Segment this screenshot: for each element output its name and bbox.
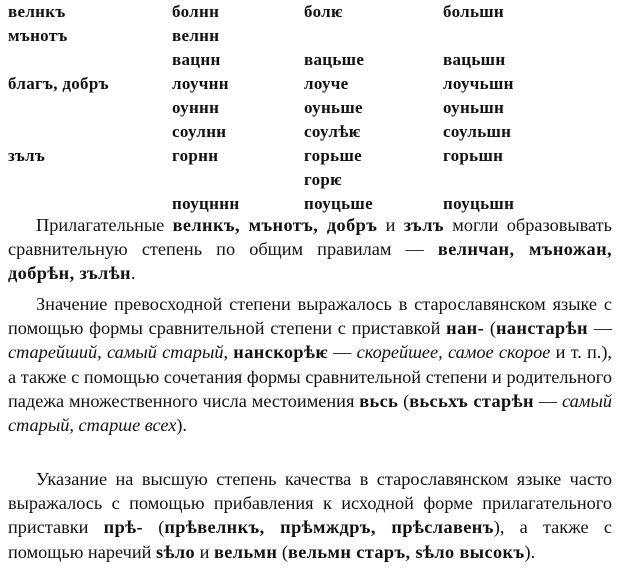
text-run: (: [143, 517, 165, 538]
table-cell: горьше: [304, 146, 362, 165]
table-cell: большн: [443, 2, 505, 21]
old-slavonic-term: велнчан, мъножан, добрѣн, зълѣн: [8, 239, 612, 284]
text-run: —: [533, 390, 563, 411]
translation: старейший, самый старый: [8, 342, 224, 363]
table-cell: зълъ: [8, 146, 46, 165]
text-run: —: [327, 342, 357, 363]
table-cell: вацьшн: [443, 50, 506, 69]
text-run: могли образовывать сравнительную степень по общим правилам —: [8, 215, 612, 260]
text-run: ,: [223, 342, 234, 363]
table-cell: болѥ: [304, 2, 343, 21]
table-cell: поуцннн: [172, 194, 240, 213]
table-row: [8, 120, 614, 144]
text-run: и: [377, 215, 404, 235]
table-cell: поуцьшн: [443, 194, 515, 213]
table-row: [8, 48, 614, 72]
table-cell: лоуче: [304, 74, 349, 93]
paragraph-highest-degree: [8, 467, 612, 564]
old-slavonic-term: вьсьхъ старѣн: [409, 390, 534, 411]
table-cell: соулѣѥ: [304, 122, 361, 141]
text-run: ).: [176, 415, 188, 436]
table-cell: лоучнн: [172, 74, 229, 93]
table-row: [8, 72, 614, 96]
table-cell: вацьше: [304, 50, 365, 69]
table-row: [8, 168, 614, 192]
text-run: ), а также с помощью наречий: [8, 517, 613, 562]
table-row: [8, 0, 614, 24]
table-cell: оуньшн: [443, 98, 505, 117]
old-slavonic-term: нанскорѣѥ: [233, 342, 328, 363]
text-run: (: [484, 318, 496, 339]
old-slavonic-term: ѕѣло: [155, 541, 196, 562]
old-slavonic-term: велнкъ, мънотъ, добръ: [172, 215, 378, 235]
table-row: [8, 96, 614, 120]
table-cell: оуннн: [172, 98, 220, 117]
table-cell: лоучьшн: [443, 74, 514, 93]
old-slavonic-term: прѣвелнкъ, прѣмждръ, прѣславенъ: [164, 517, 494, 538]
old-slavonic-term: прѣ-: [103, 517, 144, 538]
table-cell: горнн: [172, 146, 219, 165]
old-slavonic-term: вьсь: [359, 390, 399, 411]
text-run: ).: [524, 541, 536, 562]
table-cell: велнкъ: [8, 2, 66, 21]
table-cell: оуньше: [304, 98, 363, 117]
text-run: Прилагательные: [36, 215, 173, 235]
old-slavonic-term: нанстарѣн: [495, 318, 588, 339]
table-row: [8, 24, 614, 48]
table-cell: соулнн: [172, 122, 227, 141]
table-cell: болнн: [172, 2, 220, 21]
old-slavonic-term: вельмн: [214, 541, 278, 562]
text-run: и т. п.), а также с помощью сочетания формы сравнительной степени и родительного падежа множественного числа местоимения: [8, 342, 613, 411]
text-run: —: [587, 318, 612, 339]
table-cell: горьшн: [443, 146, 504, 165]
table-cell: соульшн: [443, 122, 512, 141]
translation: скорейшее, самое скорое: [356, 342, 551, 363]
old-slavonic-term: нан-: [446, 318, 485, 339]
text-run: (: [277, 541, 288, 562]
translation: самый старый, старше всех: [8, 390, 612, 436]
table-cell: вацнн: [172, 50, 221, 69]
paragraph-comparative-forms: [8, 213, 612, 286]
text-run: Указание на высшую степень качества в старославянском языке часто выражалось с помощью прибавления к исходной форме прилагательного приставки: [8, 469, 612, 538]
table-cell: велнн: [172, 26, 220, 45]
text-run: .: [131, 263, 136, 284]
table-cell: поуцьше: [304, 194, 373, 213]
comparative-forms-table: [8, 0, 614, 216]
text-run: и: [195, 541, 214, 562]
paragraph-superlative-degree: [8, 292, 612, 437]
old-slavonic-term: зълъ: [403, 215, 444, 235]
old-slavonic-term: вельмн старъ, ѕѣло высокъ: [287, 541, 525, 562]
text-run: (: [398, 390, 410, 411]
table-cell: мънотъ: [8, 26, 68, 45]
table-cell: благъ, добръ: [8, 74, 109, 93]
table-row: [8, 144, 614, 168]
text-run: Значение превосходной степени выражалось в старославянском языке с помощью формы сравнительной степени с приставкой: [8, 294, 612, 339]
table-cell: горѥ: [304, 170, 342, 189]
